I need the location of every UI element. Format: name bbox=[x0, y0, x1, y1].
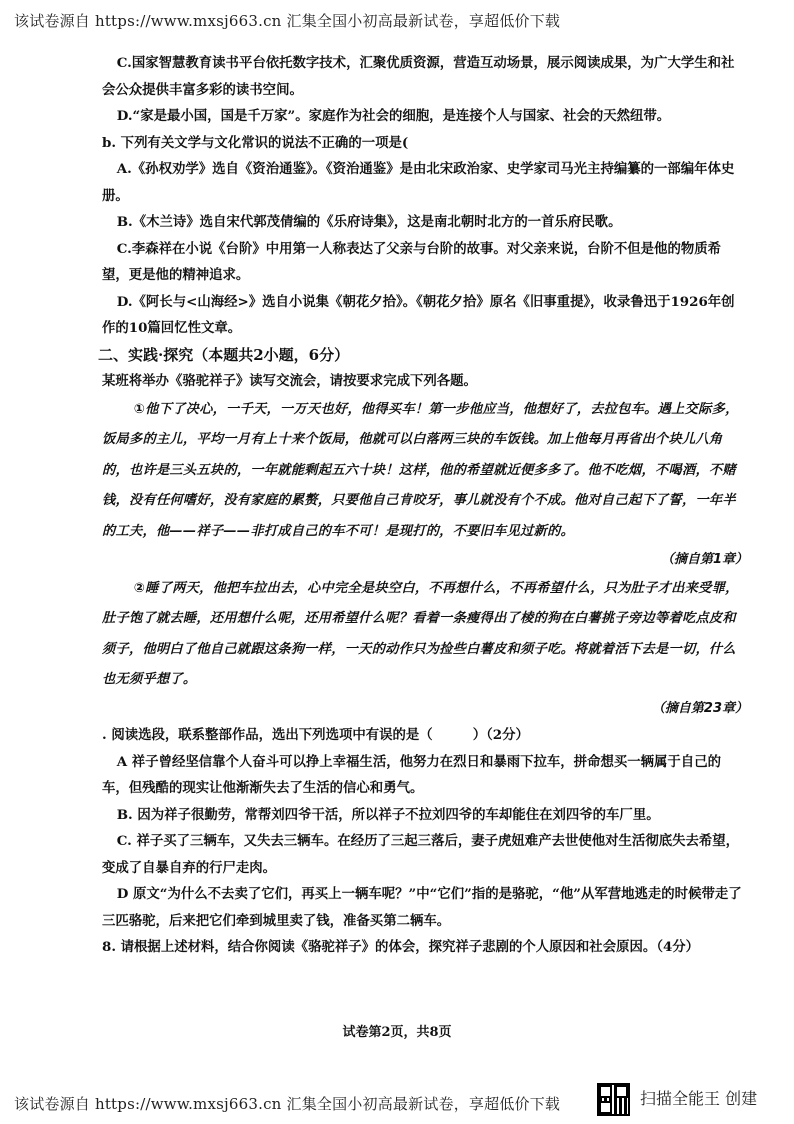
q7-option-a: A 祥子曾经坚信靠个人奋斗可以挣上幸福生活，他努力在烈日和暴雨下拉车，拼命想买一辆属于自己的车，但残酷的现实让他渐渐失去了生活的信心和勇气。 bbox=[102, 753, 721, 796]
passage-1: ①他下了决心，一千天，一万天也好，他得买车！第一步他应当，他想好了，去拉包车。遇上交际多，饭局多的主儿，平均一月有上十来个饭局，他就可以白落两三块的车饭钱。加上他每月再省出个块儿八角的，也许是三头五块的，一年就能剩起五六十块！这样，他的希望就近便多多了。他不吃烟，不喝酒，不赌钱，没有任何嗜好，没有家庭的累赘，只要他自己肯咬牙，事儿就没有个不成。他对自己起下了誓，一年半的工夫，他——祥子——非打成自己的车不可！是现打的，不要旧车见过新的。 bbox=[102, 401, 739, 539]
section-intro: 某班将举办《骆驼祥子》读写交流会，请按要求完成下列各题。 bbox=[102, 373, 477, 389]
source-banner-top: 该试卷源自 https://www.mxsj663.cn 汇集全国小初高最新试卷，享超低价下载 bbox=[14, 12, 561, 30]
q6-option-a: A.《孙权劝学》选自《资治通鉴》。《资治通鉴》是由北宋政治家、史学家司马光主持编纂的一部编年体史册。 bbox=[102, 161, 735, 204]
section-title: 二、实践·探究（本题共2小题，6分） bbox=[98, 345, 350, 364]
qr-code-icon bbox=[597, 1083, 630, 1116]
prev-option-d: D.“家是最小国，国是千万家”。家庭作为社会的细胞，是连接个人与国家、社会的天然纽带。 bbox=[116, 108, 671, 124]
q7-option-c: C. 祥子买了三辆车，又失去三辆车。在经历了三起三落后，妻子虎妞难产去世使他对生活彻底失去希望，变成了自暴自弃的行尸走肉。 bbox=[102, 833, 740, 876]
q7-option-b: B. 因为祥子很勤劳，常帮刘四爷干活，所以祥子不拉刘四爷的车却能住在刘四爷的车厂里。 bbox=[116, 806, 660, 823]
q7-option-d: D 原文“为什么不去卖了它们，再买上一辆车呢？”中“它们”指的是骆驼，“他”从军营地逃走的时候带走了三匹骆驼，后来把它们牵到城里卖了钱，准备买第二辆车。 bbox=[102, 886, 742, 929]
q6-option-d: D.《阿长与<山海经>》选自小说集《朝花夕拾》。《朝花夕拾》原名《旧事重提》，收录鲁迅于1926年创作的10篇回忆性文章。 bbox=[102, 293, 735, 336]
q7-stem-pre: . 阅读选段，联系整部作品，选出下列选项中有误的是（ bbox=[102, 727, 433, 743]
prev-option-c: C.国家智慧教育读书平台依托数字技术，汇聚优质资源，营造互动场景，展示阅读成果，为广大学生和社会公众提供丰富多彩的读书空间。 bbox=[102, 55, 735, 98]
q7-stem-post: ）（2分） bbox=[472, 727, 529, 743]
q6-option-c: C.李森祥在小说《台阶》中用第一人称表达了父亲与台阶的故事。对父亲来说，台阶不但是他的物质希望，更是他的精神追求。 bbox=[102, 240, 722, 283]
passage-2-source: （摘自第23章） bbox=[651, 700, 748, 716]
source-banner-bottom: 该试卷源自 https://www.mxsj663.cn 汇集全国小初高最新试卷，享超低价下载 bbox=[14, 1095, 561, 1113]
q6-option-b: B.《木兰诗》选自宋代郭茂倩编的《乐府诗集》，这是南北朝时北方的一首乐府民歌。 bbox=[116, 214, 622, 230]
passage-1-source: （摘自第1章） bbox=[660, 552, 748, 567]
q8-text: 8. 请根据上述材料，结合你阅读《骆驼祥子》的体会，探究祥子悲剧的个人原因和社会原因。（4分） bbox=[102, 939, 700, 955]
passage-2: ②睡了两天，他把车拉出去，心中完全是块空白，不再想什么，不再希望什么，只为肚子才出来受罪，肚子饱了就去睡，还用想什么呢，还用希望什么呢？看着一条瘦得出了棱的狗在白薯挑子旁边等着吃点皮和须子，他明白了他自己就跟这条狗一样，一天的动作只为捡些白薯皮和须子吃。将就着活下去是一切，什么也无须乎想了。 bbox=[102, 580, 739, 687]
q7-stem bbox=[102, 722, 742, 749]
scanner-watermark: 扫描全能王 创建 bbox=[640, 1089, 758, 1108]
exam-page bbox=[98, 50, 748, 961]
q6-stem: b. 下列有关文学与文化常识的说法不正确的一项是( bbox=[102, 134, 409, 151]
page-number: 试卷第2页，共8页 bbox=[342, 1025, 452, 1040]
